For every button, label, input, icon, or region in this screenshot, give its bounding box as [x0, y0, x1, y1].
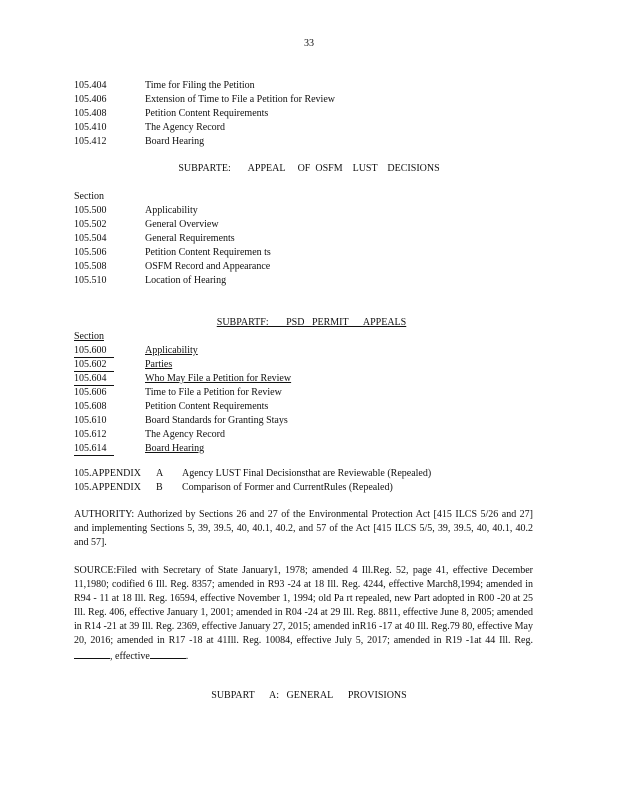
section-title: General Overview [145, 219, 219, 230]
toc-subpart-f [74, 330, 534, 456]
toc-row [74, 135, 534, 149]
source-end: . [185, 651, 189, 662]
toc-row [74, 121, 534, 135]
section-number: 105.408 [74, 108, 107, 119]
subpart-a-heading: SUBPART A: GENERAL PROVISIONS [211, 690, 407, 701]
authority-paragraph: AUTHORITY: Authorized by Sections 26 and 27 of the Environmental Protection Act [415 ILCS 5/26 and 27] and implementing Sections 5, 39, 39.5, 40, 40.1, 40.2, and 57 of the Act [415 ILCS 5/5, 39, 39.5, 40, 40.1, 40.2 and 57]. [74, 509, 533, 548]
section-number: 105.506 [74, 247, 107, 258]
appendix-row [74, 467, 534, 481]
section-number [74, 372, 145, 386]
section-title: Petition Content Requiremen ts [145, 247, 271, 258]
appendix-title: Agency LUST Final Decisionsthat are Reviewable (Repealed) [182, 468, 432, 479]
section-title: The Agency Record [145, 429, 225, 440]
section-title: Board Hearing [145, 443, 205, 454]
section-number: 105.404 [74, 80, 107, 91]
toc-row [74, 344, 534, 358]
toc-row [74, 428, 534, 442]
toc-row [74, 107, 534, 121]
toc-row [74, 442, 534, 456]
appendix-title: Comparison of Former and CurrentRules (Repealed) [182, 482, 393, 493]
section-title: General Requirements [145, 233, 235, 244]
page-number: 33 [304, 38, 314, 49]
section-number [74, 442, 145, 456]
section-number: 105.610 [74, 415, 107, 426]
toc-row [74, 232, 534, 246]
section-number: 105.510 [74, 275, 107, 286]
source-text: SOURCE:Filed with Secretary of State January1, 1978; amended 4 Ill.Reg. 52, page 41, effective December 11,1980; codified 6 Ill. Reg. 8357; amended in R93 -24 at 18 Ill. Reg. 4244, effective March8,1994; amended in R94 - 11 at 18 Ill. Reg. 16594, effective November 1, 1994; old Pa rt repealed, new Part adopted in R00 -20 at 25 Ill. Reg. 406, effective January 1, 2001; amended in R04 -24 at 29 Ill. Reg. 8811, effective June 8, 2005; amended in R14 -21 at 39 Ill. Reg. 2369, effective January 27, 2015; amended inR16 -17 at 40 Ill. Reg.79 80, effective May 20, 2016; amended in R17 -18 at 41Ill. Reg. 10084, effective July 5, 2017; amended in R19 -1at 44 Ill. Reg. [74, 565, 533, 646]
section-number: 105.612 [74, 429, 107, 440]
section-title: Time for Filing the Petition [145, 80, 255, 91]
section-number-text: 105.602 [74, 359, 114, 372]
toc-row [74, 79, 534, 93]
section-number [74, 344, 145, 358]
section-title: Petition Content Requirements [145, 401, 269, 412]
source-effective-text: , effective [110, 651, 150, 662]
section-title: Time to File a Petition for Review [145, 387, 282, 398]
toc-row [74, 372, 534, 386]
toc-row [74, 386, 534, 400]
blank-line [150, 648, 186, 659]
section-number: 105.500 [74, 205, 107, 216]
toc-row [74, 358, 534, 372]
subpart-f-heading-text: SUBPARTF: PSD PERMIT APPEALS [216, 317, 407, 328]
section-number-text: 105.604 [74, 373, 114, 386]
section-title: Petition Content Requirements [145, 108, 269, 119]
subpart-f-heading [0, 302, 618, 330]
toc-row [74, 274, 534, 288]
section-title: OSFM Record and Appearance [145, 261, 271, 272]
toc-row [74, 414, 534, 428]
section-title: Extension of Time to File a Petition for Review [145, 94, 335, 105]
section-title: Who May File a Petition for Review [145, 373, 292, 384]
toc-row [74, 260, 534, 274]
section-label: Section [74, 331, 104, 342]
section-label: Section [74, 191, 104, 202]
section-number [74, 358, 145, 372]
toc-row [74, 400, 534, 414]
section-number: 105.606 [74, 387, 107, 398]
section-number: 105.406 [74, 94, 107, 105]
section-title: Board Hearing [145, 136, 205, 147]
section-title: Parties [145, 359, 173, 370]
section-number: 105.504 [74, 233, 107, 244]
appendix-letter: A [156, 468, 164, 479]
section-title: Applicability [145, 345, 198, 356]
section-number: 105.508 [74, 261, 107, 272]
section-number: 105.412 [74, 136, 107, 147]
section-number: 105.608 [74, 401, 107, 412]
toc-row [74, 93, 534, 107]
appendix-number: 105.APPENDIX [74, 468, 141, 479]
toc-row [74, 218, 534, 232]
subpart-e-heading: SUBPARTE: APPEAL OF OSFM LUST DECISIONS [178, 163, 440, 174]
appendix-letter: B [156, 482, 163, 493]
section-number-text: 105.614 [74, 443, 114, 456]
toc-subpart-e [74, 190, 534, 288]
appendix-number: 105.APPENDIX [74, 482, 141, 493]
section-number-text: 105.600 [74, 345, 114, 358]
toc-row [74, 204, 534, 218]
toc-row [74, 246, 534, 260]
blank-line [74, 648, 110, 659]
section-title: Location of Hearing [145, 275, 227, 286]
section-number: 105.502 [74, 219, 107, 230]
appendix-row [74, 481, 534, 495]
appendix-list [74, 467, 534, 495]
section-title: The Agency Record [145, 122, 225, 133]
section-number: 105.410 [74, 122, 107, 133]
section-title: Applicability [145, 205, 198, 216]
section-title: Board Standards for Granting Stays [145, 415, 288, 426]
toc-subpart-d-tail [74, 79, 534, 149]
source-paragraph [74, 564, 533, 664]
